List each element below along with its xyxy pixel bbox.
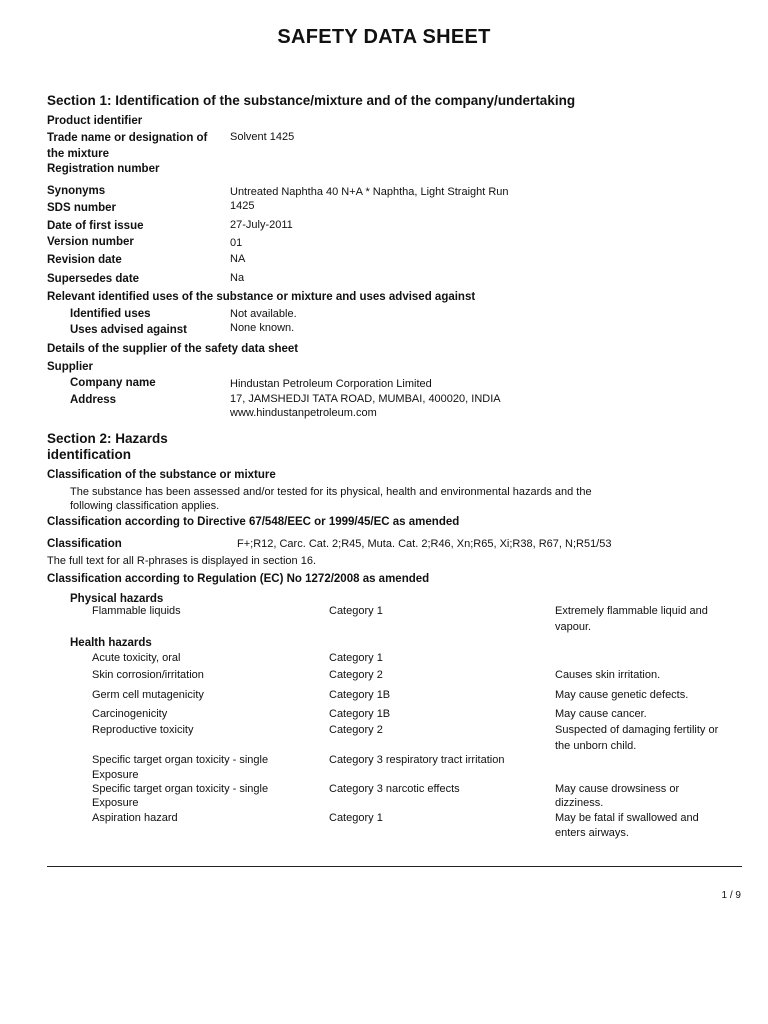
supersedes-date-label: Supersedes date	[47, 273, 140, 285]
address-label: Address	[70, 394, 117, 406]
classification-label: Classification	[47, 538, 122, 550]
health-hazards-label: Health hazards	[70, 637, 152, 649]
registration-number-label: Registration number	[47, 163, 160, 175]
hazard-class: Flammable liquids	[92, 605, 181, 617]
identified-uses-value: Not available.	[230, 308, 297, 320]
date-first-issue-value: 27-July-2011	[230, 219, 293, 231]
classification-text-line2: following classification applies.	[70, 500, 220, 512]
version-number-label: Version number	[47, 236, 134, 248]
hazard-class: Specific target organ toxicity - single	[92, 754, 269, 766]
classification-substance-heading: Classification of the substance or mixture	[47, 469, 276, 481]
revision-date-value: NA	[230, 253, 246, 265]
synonyms-value: Untreated Naphtha 40 N+A * Naphtha, Light Straight Run	[230, 186, 509, 198]
identified-uses-label: Identified uses	[70, 308, 151, 320]
hazard-class: Germ cell mutagenicity	[92, 689, 204, 701]
uses-advised-against-value: None known.	[230, 322, 295, 334]
page-number: 1 / 9	[721, 890, 741, 901]
hazard-category: Category 2	[329, 724, 383, 736]
sds-number-label: SDS number	[47, 202, 117, 214]
hazard-statement-line2: the unborn child.	[555, 740, 637, 752]
hazard-statement: Causes skin irritation.	[555, 669, 661, 681]
supplier-details-heading: Details of the supplier of the safety data sheet	[47, 343, 299, 355]
relevant-uses-heading: Relevant identified uses of the substance or mixture and uses advised against	[47, 291, 476, 303]
date-first-issue-label: Date of first issue	[47, 220, 144, 232]
version-number-value: 01	[230, 237, 243, 249]
hazard-statement: May cause drowsiness or	[555, 783, 680, 795]
physical-hazards-label: Physical hazards	[70, 593, 164, 605]
r-phrases-note: The full text for all R-phrases is displayed in section 16.	[47, 555, 317, 567]
document-title: SAFETY DATA SHEET	[277, 26, 491, 48]
synonyms-label: Synonyms	[47, 185, 106, 197]
hazard-statement: May cause cancer.	[555, 708, 647, 720]
supplier-label: Supplier	[47, 361, 94, 373]
hazard-class: Reproductive toxicity	[92, 724, 194, 736]
classification-text-line1: The substance has been assessed and/or tested for its physical, health and environmental hazards and the	[70, 486, 592, 498]
hazard-category: Category 1	[329, 605, 383, 617]
address-line1: 17, JAMSHEDJI TATA ROAD, MUMBAI, 400020, INDIA	[230, 393, 501, 405]
hazard-statement: May cause genetic defects.	[555, 689, 689, 701]
hazard-category: Category 1	[329, 652, 383, 664]
product-identifier-label: Product identifier	[47, 115, 143, 127]
hazard-category: Category 1B	[329, 689, 391, 701]
hazard-class: Acute toxicity, oral	[92, 652, 181, 664]
hazard-class: Carcinogenicity	[92, 708, 168, 720]
company-name-value: Hindustan Petroleum Corporation Limited	[230, 378, 432, 390]
hazard-statement: May be fatal if swallowed and	[555, 812, 699, 824]
hazard-statement-line2: enters airways.	[555, 827, 629, 839]
regulation-heading: Classification according to Regulation (EC) No 1272/2008 as amended	[47, 573, 430, 585]
directive-heading: Classification according to Directive 67/548/EEC or 1999/45/EC as amended	[47, 516, 460, 528]
hazard-class: Aspiration hazard	[92, 812, 178, 824]
hazard-class-line2: Exposure	[92, 797, 139, 809]
classification-value: F+;R12, Carc. Cat. 2;R45, Muta. Cat. 2;R46, Xn;R65, Xi;R38, R67, N;R51/53	[237, 538, 612, 550]
company-name-label: Company name	[70, 377, 156, 389]
section2-heading-line2: identification	[47, 447, 131, 462]
hazard-statement-line2: vapour.	[555, 621, 592, 633]
hazard-category: Category 1	[329, 812, 383, 824]
trade-name-value: Solvent 1425	[230, 131, 295, 143]
section2-heading: Section 2: Hazards	[47, 431, 168, 446]
address-website: www.hindustanpetroleum.com	[230, 407, 377, 419]
trade-name-label-line2: the mixture	[47, 148, 109, 160]
supersedes-date-value: Na	[230, 272, 245, 284]
hazard-class-line2: Exposure	[92, 769, 139, 781]
hazard-category: Category 3 respiratory tract irritation	[329, 754, 505, 766]
hazard-class: Skin corrosion/irritation	[92, 669, 204, 681]
hazard-statement: Extremely flammable liquid and	[555, 605, 708, 617]
revision-date-label: Revision date	[47, 254, 122, 266]
hazard-category: Category 2	[329, 669, 383, 681]
section1-heading: Section 1: Identification of the substance/mixture and of the company/undertaking	[47, 93, 576, 108]
trade-name-label: Trade name or designation of	[47, 132, 208, 144]
hazard-class: Specific target organ toxicity - single	[92, 783, 269, 795]
hazard-category: Category 1B	[329, 708, 391, 720]
hazard-statement-line2: dizziness.	[555, 797, 604, 809]
sds-number-value: 1425	[230, 200, 255, 212]
hazard-statement: Suspected of damaging fertility or	[555, 724, 719, 736]
hazard-category: Category 3 narcotic effects	[329, 783, 460, 795]
footer-divider	[47, 866, 742, 867]
uses-advised-against-label: Uses advised against	[70, 324, 187, 336]
